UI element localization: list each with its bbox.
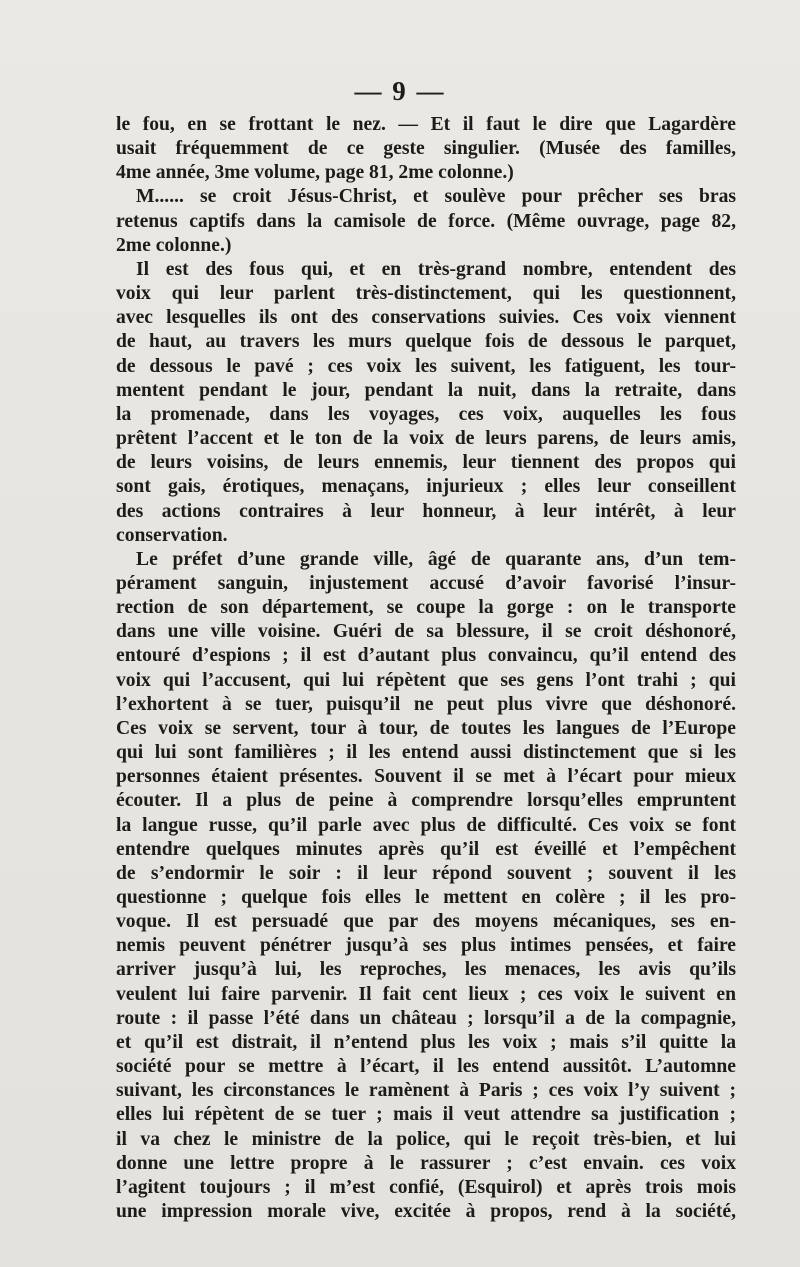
text-line: Il est des fous qui, et en très-grand nombre, entendent des	[136, 258, 736, 280]
text-line: l’exhortent à se tuer, puisqu’il ne peut plus vivre que déshonoré.	[116, 693, 736, 715]
text-line: et qu’il est distrait, il n’entend plus les voix ; mais s’il quitte la	[116, 1031, 736, 1053]
text-line: usait fréquemment de ce geste singulier. (Musée des familles,	[116, 138, 736, 160]
text-line: rection de son département, se coupe la gorge : on le transporte	[116, 597, 736, 619]
text-line: mentent pendant le jour, pendant la nuit, dans la retraite, dans	[116, 379, 736, 401]
text-line: Ces voix se servent, tour à tour, de toutes les langues de l’Europe	[116, 717, 736, 739]
text-line: de leurs voisins, de leurs ennemis, leur tiennent des propos qui	[116, 452, 736, 474]
text-line: pérament sanguin, injustement accusé d’avoir favorisé l’insur-	[116, 572, 736, 594]
text-line: de s’endormir le soir : il leur répond souvent ; souvent il les	[116, 862, 736, 884]
text-line: personnes étaient présentes. Souvent il se met à l’écart pour mieux	[116, 766, 736, 788]
text-line: la promenade, dans les voyages, ces voix, auquelles les fous	[116, 403, 736, 425]
text-line: Le préfet d’une grande ville, âgé de quarante ans, d’un tem-	[136, 548, 736, 570]
text-line: suivant, les circonstances le ramènent à Paris ; ces voix l’y suivent ;	[116, 1080, 736, 1102]
page-number-header: — 9 —	[354, 76, 446, 106]
text-line: nemis peuvent pénétrer jusqu’à ses plus intimes pensées, et faire	[116, 935, 736, 957]
text-line: questionne ; quelque fois elles le mettent en colère ; il les pro-	[116, 887, 736, 908]
text-line: voix qui l’accusent, qui lui répètent que ses gens l’ont trahi ; qui	[116, 669, 736, 691]
text-line: de dessous le pavé ; ces voix les suivent, les fatiguent, les tour-	[116, 355, 736, 377]
text-line: M...... se croit Jésus-Christ, et soulève pour prêcher ses bras	[136, 186, 736, 208]
text-line: veulent lui faire parvenir. Il fait cent lieux ; ces voix le suivent en	[116, 983, 736, 1005]
text-line: donne une lettre propre à le rassurer ; c’est envain. ces voix	[116, 1152, 736, 1174]
text-line: route : il passe l’été dans un château ; lorsqu’il a de la compagnie,	[116, 1007, 736, 1029]
text-line: la langue russe, qu’il parle avec plus de difficulté. Ces voix se font	[116, 814, 736, 836]
text-line: prêtent l’accent et le ton de la voix de leurs parens, de leurs amis,	[116, 428, 736, 450]
text-line: une impression morale vive, excitée à propos, rend à la société,	[116, 1201, 736, 1223]
text-line: le fou, en se frottant le nez. — Et il faut le dire que Lagardère	[116, 114, 736, 135]
body-text	[116, 113, 736, 1224]
text-line: retenus captifs dans la camisole de force. (Même ouvrage, page 82,	[116, 210, 736, 232]
text-line: voque. Il est persuadé que par des moyens mécaniques, ses en-	[116, 911, 736, 933]
text-line: conservation.	[116, 524, 228, 546]
text-line: sont gais, érotiques, menaçans, injurieux ; elles leur conseillent	[116, 476, 736, 498]
text-line: voix qui leur parlent très-distinctement, qui les questionnent,	[116, 283, 736, 305]
text-line: il va chez le ministre de la police, qui le reçoit très-bien, et lui	[116, 1128, 736, 1150]
text-line: dans une ville voisine. Guéri de sa blessure, il se croit déshonoré,	[116, 621, 736, 643]
text-line: entendre quelques minutes après qu’il est éveillé et l’empêchent	[116, 838, 736, 860]
text-line: des actions contraires à leur honneur, à leur intérêt, à leur	[116, 500, 736, 522]
text-line: 2me colonne.)	[116, 234, 232, 256]
text-line: elles lui répètent de se tuer ; mais il veut attendre sa justification ;	[116, 1104, 736, 1126]
text-line: écouter. Il a plus de peine à comprendre lorsqu’elles empruntent	[116, 790, 736, 812]
text-line: qui lui sont familières ; il les entend aussi distinctement que si les	[116, 742, 736, 764]
text-line: arriver jusqu’à lui, les reproches, les menaces, les avis qu’ils	[116, 959, 736, 981]
text-line: entouré d’espions ; il est d’autant plus convaincu, qu’il entend des	[116, 645, 736, 667]
text-line: 4me année, 3me volume, page 81, 2me colonne.)	[116, 162, 514, 184]
text-line: avec lesquelles ils ont des conservations suivies. Ces voix viennent	[116, 307, 736, 329]
text-line: de haut, au travers les murs quelque fois de dessous le parquet,	[116, 331, 736, 353]
text-line: l’agitent toujours ; il m’est confié, (Esquirol) et après trois mois	[116, 1176, 736, 1198]
text-line: société pour se mettre à l’écart, il les entend aussitôt. L’automne	[116, 1056, 736, 1078]
